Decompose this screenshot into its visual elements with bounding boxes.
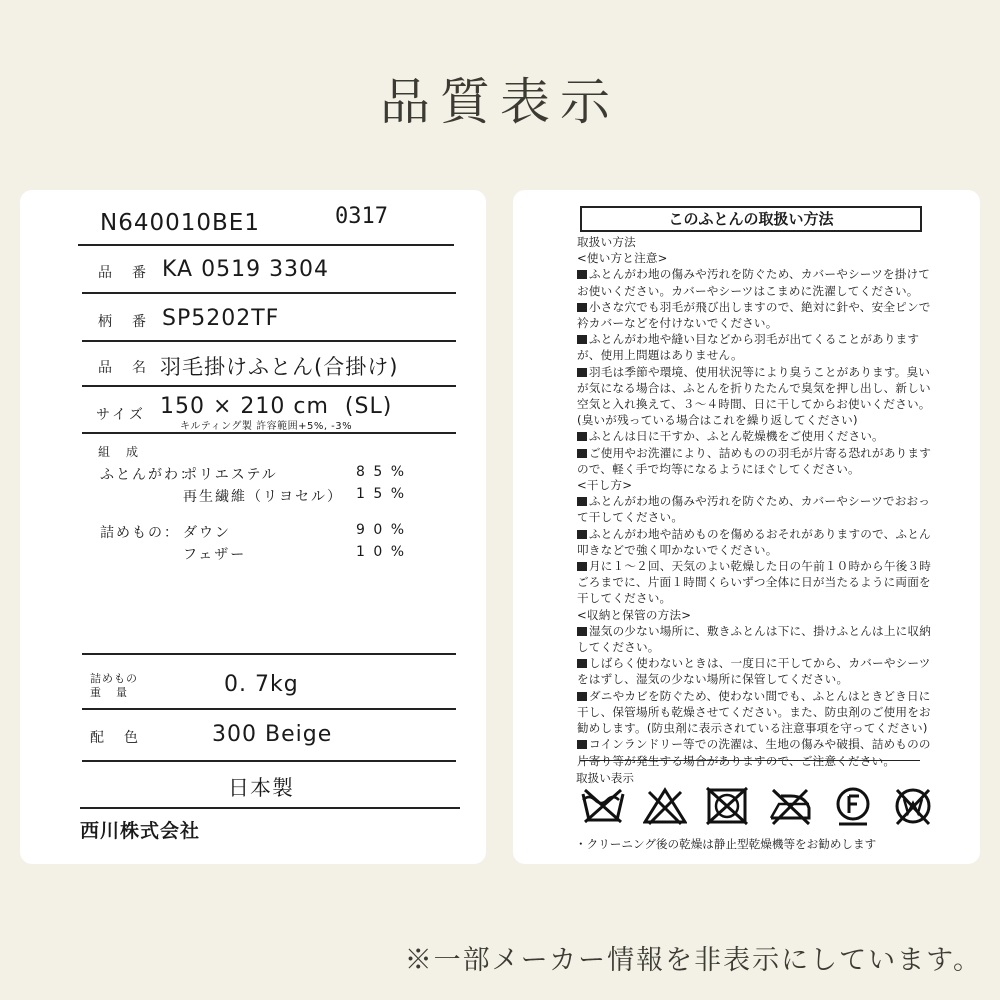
divider bbox=[82, 653, 456, 655]
footnote: ※一部メーカー情報を非表示にしています。 bbox=[404, 945, 982, 976]
row-label-item-number: 品 番 bbox=[98, 265, 149, 281]
page-title: 品質表示 bbox=[380, 73, 620, 131]
composition-material: ポリエステル bbox=[183, 467, 278, 483]
bullet-icon bbox=[577, 627, 587, 636]
care-note: ・クリーニング後の乾燥は静止型乾燥機等をお勧めします bbox=[575, 837, 877, 851]
care-item: コインランドリー等での洗濯は、生地の傷みや破損、詰めものの片寄り等が発生する場合がありますので、ご注意ください。 bbox=[577, 737, 931, 768]
composition-percent: 9 0 % bbox=[356, 522, 407, 538]
care-item: ふとんは日に干すか、ふとん乾燥機をご使用ください。 bbox=[577, 428, 933, 444]
bullet-icon bbox=[577, 449, 587, 458]
care-item: ふとんがわ地や詰めものを傷めるおそれがありますので、ふとん叩きなどで強く叩かないでください。 bbox=[577, 526, 931, 557]
care-subheading-store: <収納と保管の方法> bbox=[577, 607, 692, 622]
divider bbox=[78, 244, 454, 246]
care-symbols-label: 取扱い表示 bbox=[576, 771, 634, 785]
composition-material: フェザー bbox=[183, 547, 247, 563]
no-wet-clean-icon bbox=[891, 786, 935, 828]
composition-percent: 8 5 % bbox=[356, 464, 407, 480]
no-wash-icon bbox=[581, 786, 625, 826]
no-tumble-dry-icon bbox=[705, 786, 749, 826]
item-number-value: KA 0519 3304 bbox=[162, 257, 330, 282]
divider bbox=[80, 807, 460, 809]
bullet-icon bbox=[577, 497, 587, 506]
composition-heading: 組 成 bbox=[98, 445, 141, 459]
composition-percent: 1 0 % bbox=[356, 544, 407, 560]
handwritten-lot: 0317 bbox=[335, 204, 388, 229]
bullet-icon bbox=[577, 530, 587, 539]
bullet-icon bbox=[577, 659, 587, 668]
care-item: ふとんがわ地や縫い目などから羽毛が出てくることがありますが、使用上問題はありません。 bbox=[577, 332, 920, 363]
color-label: 配 色 bbox=[90, 730, 141, 746]
product-code: N640010BE1 bbox=[100, 210, 260, 236]
bullet-icon bbox=[577, 303, 587, 312]
weight-value: 0. 7kg bbox=[224, 672, 299, 697]
bullet-icon bbox=[577, 740, 587, 749]
country-of-origin: 日本製 bbox=[228, 776, 294, 800]
weight-label-line1: 詰めもの bbox=[90, 672, 138, 685]
quality-label-card bbox=[20, 190, 486, 864]
care-text-block bbox=[577, 234, 933, 769]
divider bbox=[82, 292, 456, 294]
divider bbox=[82, 760, 456, 762]
color-value: 300 Beige bbox=[212, 722, 333, 747]
bullet-icon bbox=[577, 270, 587, 279]
pattern-number-value: SP5202TF bbox=[162, 306, 280, 331]
size-tolerance-note: キルティング製 許容範囲+5%, -3% bbox=[180, 421, 353, 432]
weight-label-line2: 重 量 bbox=[90, 686, 129, 699]
care-item: ふとんがわ地の傷みや汚れを防ぐため、カバーやシーツでおおって干してください。 bbox=[577, 494, 931, 525]
divider bbox=[82, 385, 456, 387]
care-item: 小さな穴でも羽毛が飛び出しますので、絶対に針や、安全ピンで衿カバーなどを付けないでください。 bbox=[577, 299, 931, 331]
row-label-size: サイズ bbox=[96, 407, 146, 423]
divider bbox=[82, 432, 456, 434]
no-bleach-icon bbox=[643, 786, 687, 826]
composition-part: ふとんがわ： bbox=[100, 467, 196, 483]
product-name-value: 羽毛掛けふとん(合掛け) bbox=[160, 355, 399, 379]
bullet-icon bbox=[577, 368, 587, 377]
care-section-label: 取扱い方法 bbox=[577, 235, 636, 249]
divider bbox=[580, 760, 920, 761]
row-label-pattern-number: 柄 番 bbox=[98, 314, 149, 330]
care-symbols-row bbox=[581, 786, 941, 834]
no-iron-icon bbox=[767, 786, 813, 826]
dry-clean-f-icon bbox=[831, 786, 875, 828]
care-item: 湿気の少ない場所に、敷きふとんは下に、掛けふとんは上に収納してください。 bbox=[577, 623, 932, 655]
divider bbox=[82, 340, 456, 342]
bullet-icon bbox=[577, 562, 587, 571]
size-value: 150 × 210 cm (SL) bbox=[160, 394, 393, 419]
care-subheading-use: <使い方と注意> bbox=[577, 251, 668, 266]
composition-material: ダウン bbox=[183, 525, 231, 541]
bullet-icon bbox=[577, 432, 587, 441]
bullet-icon bbox=[577, 335, 587, 344]
care-item: ふとんがわ地の傷みや汚れを防ぐため、カバーやシーツを掛けてお使いください。カバーやシーツはこまめに洗濯してください。 bbox=[577, 267, 931, 298]
care-item: ご使用やお洗濯により、詰めものの羽毛が片寄る恐れがありますので、軽く手で均等になるようにほぐしてください。 bbox=[577, 445, 932, 476]
maker-name: 西川株式会社 bbox=[80, 820, 201, 842]
bullet-icon bbox=[577, 692, 587, 701]
care-item: しばらく使わないときは、一度日に干してから、カバーやシーツをはずし、湿気の少ない場所に保管してください。 bbox=[577, 656, 931, 687]
divider bbox=[82, 708, 456, 710]
care-instructions-card bbox=[513, 190, 980, 864]
row-label-product-name: 品 名 bbox=[98, 360, 149, 376]
composition-material: 再生繊維（リヨセル） bbox=[183, 489, 343, 505]
care-subheading-dry: <干し方> bbox=[577, 478, 633, 493]
care-item: 羽毛は季節や環境、使用状況等により臭うことがあります。臭いが気になる場合は、ふとんを折りたたんで臭気を押し出し、新しい空気と入れ換えて、３～４時間、日に干してからお使いください。(臭いが残っている場合はこれを繰り返してください) bbox=[577, 364, 931, 428]
composition-percent: 1 5 % bbox=[356, 486, 407, 502]
care-item: 月に１～２回、天気のよい乾燥した日の午前１０時から午後３時ごろまでに、片面１時間くらいずつ全体に日が当たるように両面を干してください。 bbox=[577, 559, 932, 606]
composition-part: 詰めもの： bbox=[100, 525, 180, 541]
care-item: ダニやカビを防ぐため、使わない間でも、ふとんはときどき日に干し、保管場所も乾燥させてください。また、防虫剤のご使用をお勧めします。(防虫剤に表示されている注意事項を守ってください) bbox=[577, 688, 931, 736]
care-heading: このふとんの取扱い方法 bbox=[580, 206, 922, 232]
